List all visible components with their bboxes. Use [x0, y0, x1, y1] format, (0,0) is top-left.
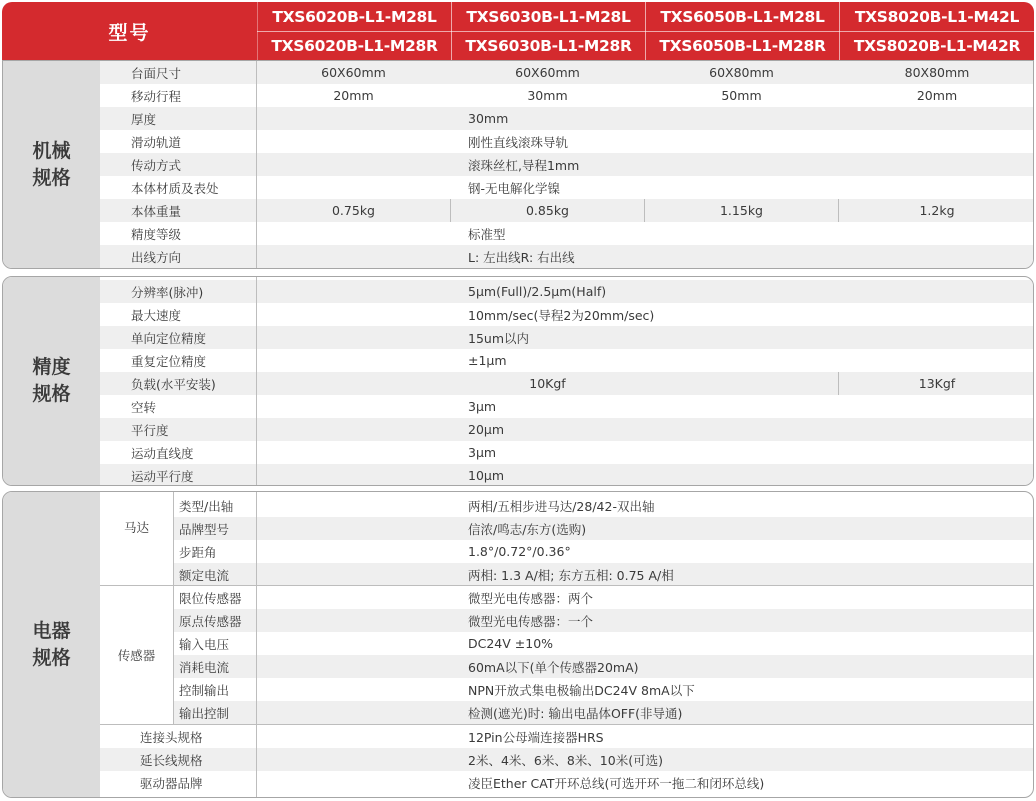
spec-value: DC24V ±10%	[468, 636, 554, 651]
spec-row	[100, 303, 1034, 326]
spec-row	[100, 245, 1034, 268]
spec-value: L: 左出线R: 右出线	[468, 249, 575, 265]
motor-group-label: 马达	[123, 520, 149, 535]
spec-row	[100, 84, 1034, 107]
model-name-r: TXS6030B-L1-M28R	[465, 36, 632, 55]
spec-name: 台面尺寸	[131, 65, 182, 81]
spec-value: ±1μm	[468, 353, 507, 368]
spec-row	[173, 609, 1034, 632]
spec-name: 厚度	[131, 111, 157, 127]
spec-value: 信浓/鸣志/东方(选购)	[468, 521, 587, 537]
spec-name: 出线方向	[131, 249, 182, 265]
spec-row	[100, 586, 1034, 609]
spec-row	[100, 771, 1034, 794]
column-divider	[838, 199, 839, 222]
spec-name: 分辨率(脉冲)	[131, 284, 204, 300]
spec-value: 12Pin公母端连接器HRS	[468, 729, 604, 745]
spec-value: 2米、4米、6米、8米、10米(可选)	[468, 752, 663, 768]
spec-value: 1.15kg	[719, 203, 763, 218]
spec-name: 空转	[131, 399, 157, 415]
spec-value: NPN开放式集电极输出DC24V 8mA以下	[468, 682, 695, 698]
spec-name: 驱动器品牌	[140, 775, 203, 791]
model-name-l: TXS8020B-L1-M42L	[854, 7, 1020, 26]
spec-name: 移动行程	[131, 88, 182, 104]
spec-value: 微型光电传感器：一个	[468, 613, 594, 629]
spec-value: 30mm	[468, 111, 509, 126]
spec-row	[100, 494, 1034, 517]
spec-value: 滚珠丝杠,导程1mm	[468, 157, 580, 173]
electrical-section	[2, 491, 1034, 798]
spec-value: 60X80mm	[709, 65, 774, 80]
spec-value: 标准型	[468, 226, 506, 242]
spec-row	[173, 701, 1034, 724]
spec-row	[100, 280, 1034, 303]
spec-value: 3μm	[468, 399, 497, 414]
spec-name: 消耗电流	[179, 659, 230, 675]
spec-value: 0.85kg	[525, 203, 569, 218]
spec-value: 1.2kg	[919, 203, 955, 218]
section-label-precision: 精度规格	[3, 277, 100, 485]
column-divider	[256, 277, 257, 486]
spec-row	[100, 395, 1034, 418]
spec-name: 运动平行度	[131, 468, 194, 484]
spec-name: 类型/出轴	[179, 498, 234, 514]
model-header-label: 型号	[108, 21, 151, 44]
spec-value: 钢-无电解化学镍	[468, 180, 561, 196]
spec-value: 检测(遮光)时: 输出电晶体OFF(非导通)	[468, 705, 683, 721]
spec-value: 微型光电传感器：两个	[468, 590, 594, 606]
column-divider	[256, 61, 257, 269]
spec-value: 10μm	[468, 468, 505, 483]
model-name-l: TXS6020B-L1-M28L	[272, 7, 437, 26]
model-name-r: TXS6020B-L1-M28R	[271, 36, 438, 55]
spec-name: 额定电流	[179, 567, 230, 583]
spec-name: 传动方式	[131, 157, 182, 173]
table-header	[2, 2, 1034, 60]
column-divider	[256, 492, 257, 798]
spec-value: 15um以内	[468, 330, 530, 346]
spec-value: 5μm(Full)/2.5μm(Half)	[468, 284, 607, 299]
spec-name: 连接头规格	[140, 729, 203, 745]
spec-name: 步距角	[179, 544, 217, 560]
spec-value: 10mm/sec(导程2为20mm/sec)	[468, 307, 655, 323]
spec-name: 单向定位精度	[131, 330, 207, 346]
spec-value: 两相: 1.3 A/相; 东方五相: 0.75 A/相	[468, 567, 674, 583]
spec-row	[100, 199, 1034, 222]
spec-name: 输入电压	[179, 636, 230, 652]
spec-row	[100, 176, 1034, 199]
spec-row	[100, 418, 1034, 441]
model-name-l: TXS6030B-L1-M28L	[466, 7, 631, 26]
spec-row	[100, 372, 1034, 395]
spec-name: 控制输出	[179, 682, 230, 698]
spec-value: 凌臣Ether CAT开环总线(可选开环一拖二和闭环总线)	[468, 775, 765, 791]
spec-row	[100, 349, 1034, 372]
spec-value: 20mm	[333, 88, 374, 103]
spec-value: 20μm	[468, 422, 505, 437]
spec-value: 两相/五相步进马达/28/42-双出轴	[468, 498, 655, 514]
spec-value: 30mm	[527, 88, 568, 103]
sensor-group-label: 传感器	[117, 648, 156, 663]
spec-row	[100, 748, 1034, 771]
spec-value: 80X80mm	[904, 65, 970, 80]
spec-name: 平行度	[131, 422, 169, 438]
spec-name: 负载(水平安装)	[131, 376, 216, 392]
spec-row	[100, 441, 1034, 464]
spec-row	[100, 632, 1034, 655]
spec-name: 延长线规格	[140, 752, 203, 768]
spec-row	[100, 153, 1034, 176]
spec-value: 1.8°/0.72°/0.36°	[468, 544, 571, 559]
spec-name: 本体重量	[131, 203, 182, 219]
spec-name: 滑动轨道	[131, 134, 182, 150]
spec-row	[100, 464, 1034, 486]
spec-name: 输出控制	[179, 705, 230, 721]
spec-name: 运动直线度	[131, 445, 194, 461]
spec-value: 3μm	[468, 445, 497, 460]
spec-value: 50mm	[721, 88, 762, 103]
spec-row	[100, 326, 1034, 349]
spec-value: 60X60mm	[321, 65, 386, 80]
spec-row	[173, 517, 1034, 540]
spec-value: 60mA以下(单个传感器20mA)	[468, 659, 639, 675]
mechanical-section	[2, 60, 1034, 269]
spec-name: 原点传感器	[179, 613, 242, 629]
spec-row	[100, 61, 1034, 84]
column-divider	[644, 199, 645, 222]
spec-name: 重复定位精度	[131, 353, 207, 369]
column-divider	[450, 199, 451, 222]
section-label-electrical: 电器规格	[3, 492, 100, 797]
model-name-l: TXS6050B-L1-M28L	[660, 7, 825, 26]
model-name-r: TXS6050B-L1-M28R	[659, 36, 826, 55]
column-divider	[173, 492, 174, 724]
spec-name: 本体材质及表处	[131, 180, 219, 196]
spec-name: 精度等级	[131, 226, 182, 242]
spec-row	[100, 107, 1034, 130]
spec-row	[173, 655, 1034, 678]
spec-row	[173, 563, 1034, 586]
spec-row	[100, 222, 1034, 245]
spec-row	[100, 540, 1034, 563]
spec-value: 10Kgf	[529, 376, 566, 391]
model-name-r: TXS8020B-L1-M42R	[853, 36, 1021, 55]
spec-value: 20mm	[916, 88, 958, 103]
precision-section	[2, 276, 1034, 486]
spec-value: 60X60mm	[515, 65, 580, 80]
section-label-mechanical: 机械规格	[3, 61, 100, 268]
spec-row	[100, 130, 1034, 153]
spec-row	[100, 725, 1034, 748]
spec-value: 刚性直线滚珠导轨	[468, 134, 569, 150]
spec-name: 品牌型号	[179, 521, 230, 537]
spec-name: 限位传感器	[179, 590, 242, 606]
spec-value: 0.75kg	[331, 203, 375, 218]
spec-row	[100, 678, 1034, 701]
column-divider	[838, 372, 839, 395]
spec-name: 最大速度	[131, 307, 182, 323]
spec-value: 13Kgf	[918, 376, 956, 391]
